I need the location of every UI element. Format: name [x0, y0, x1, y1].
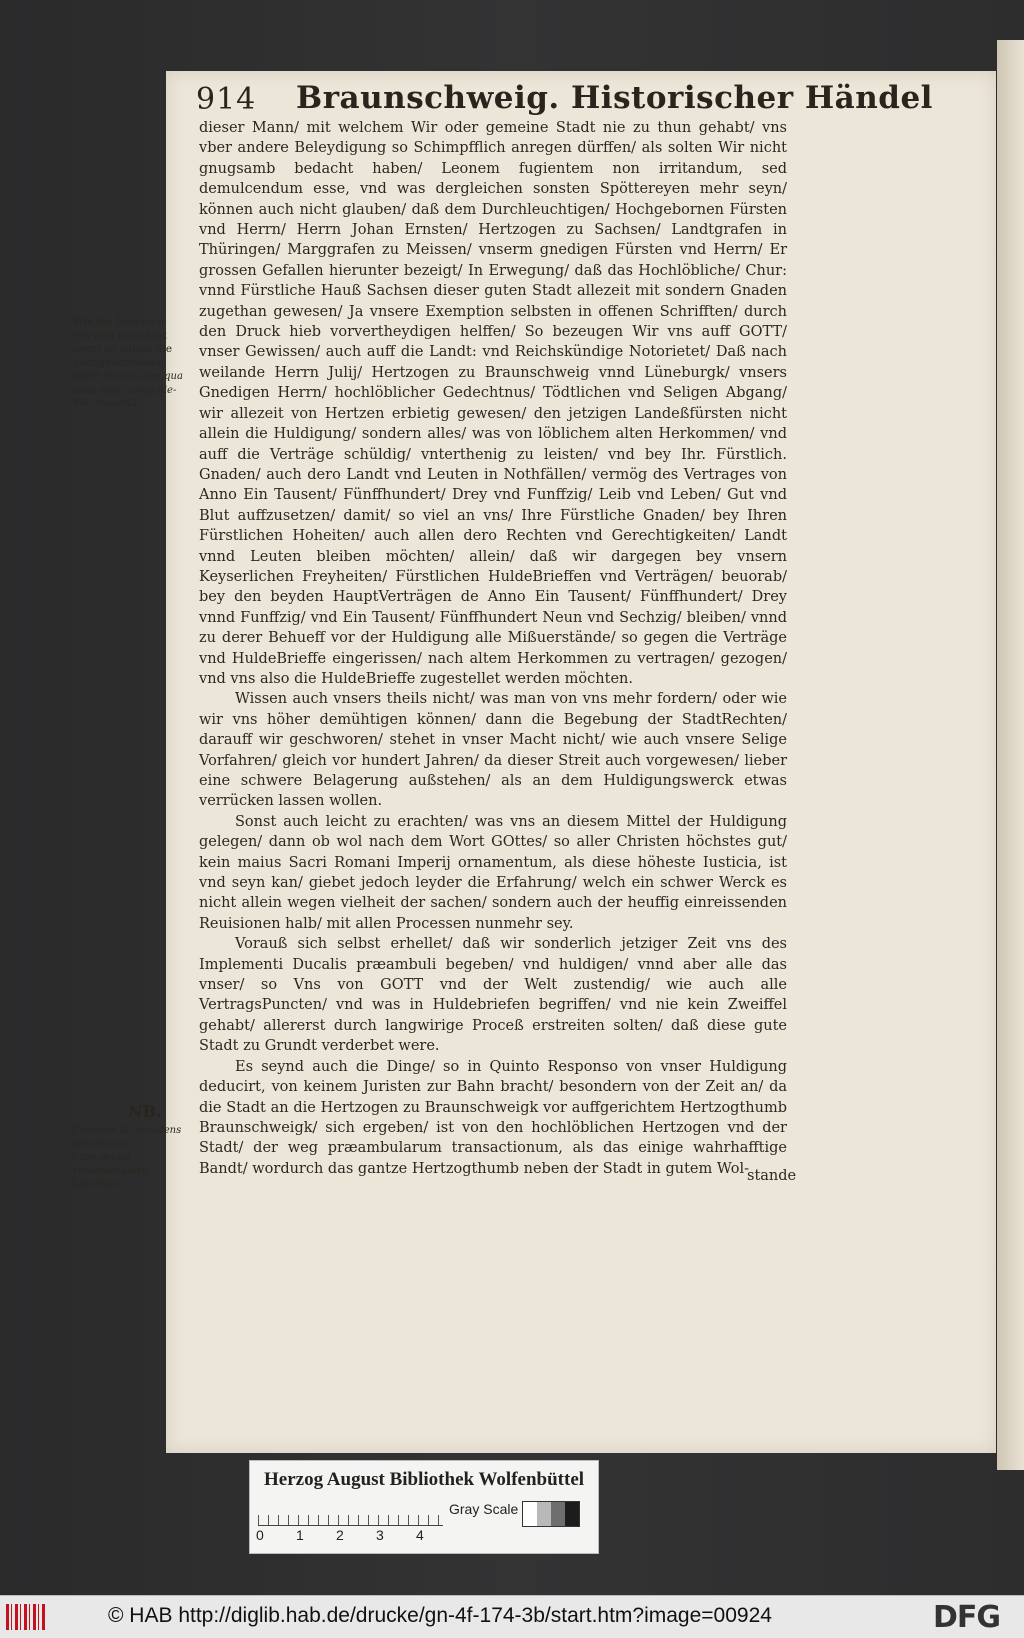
gray-swatch [523, 1502, 537, 1526]
ruler-number: 3 [376, 1527, 384, 1543]
library-label [249, 1460, 599, 1554]
ruler-number: 0 [256, 1527, 264, 1543]
margin-note-latin: Crassum & impudens Mendacium. [72, 1125, 182, 1150]
paragraph: Vorauß sich selbst erhellet/ daß wir sonderlich jetziger Zeit vns des Implementi Ducalis præambuli begeben/ vnd huldigen/ vnnd aber alle das vnser/ so Vns von GOTT vnd der Welt zustendig/ wie auch alle VertragsPuncten/ vnd was in Huldebriefen begriffen/ vnd nie kein Zweiffel gehabt/ allererst durch langwirige Proceß erstreiten solten/ daß diese gute Stadt zu Grundt verderbet were. [199, 936, 787, 1055]
paragraph: Wissen auch vnsers theils nicht/ was man von vns mehr fordern/ oder wie wir vns höher demühtigen können/ dann die Begebung der StadtRechten/ darauff wir geschworen/ stehet in vnser Macht nicht/ wie auch vnsere Selige Vorfahren/ gleich vor hundert Jahren/ da dieser Streit auch vorgewesen/ lieber eine schwere Belagerung außstehen/ als an dem Huldigungswerck etwas verrücken lassen wollen. [199, 691, 787, 810]
ruler-number: 4 [416, 1527, 424, 1543]
margin-note-princes [73, 316, 195, 411]
catchword: stande [747, 1168, 797, 1184]
gray-swatch [565, 1502, 579, 1526]
margin-note-latin: parte altera, cum qua ipsis male conuenie-bat, inaudita. [73, 371, 183, 409]
next-page-edge [997, 40, 1024, 1470]
body-text [199, 118, 787, 1179]
library-name: Herzog August Bibliothek Wolfenbüttel [264, 1469, 585, 1490]
page-number: 914 [196, 82, 257, 117]
margin-note-text: Eine grobe vnuerschämte Landlüge. [72, 1151, 148, 1190]
footer-link[interactable]: © HAB http://diglib.hab.de/drucke/gn-4f-174-3b/start.htm?image=00924 [108, 1604, 772, 1627]
dfg-logo: DFG [933, 1600, 1001, 1635]
paragraph: dieser Mann/ mit welchem Wir oder gemeine Stadt nie zu thun gehabt/ vns vber andere Beleydigung so Schimpfflich anregen dürffen/ als solten Wir nicht gnugsamb bedacht haben/ Leonem fugientem non irritandum, sed demulcendum esse, vnd was dergleichen sonsten Spöttereyen mehr seyn/ können auch nicht glauben/ daß dem Durchleuchtigen/ Hochgebornen Fürsten vnd Herrn/ Herrn Johan Ernsten/ Hertzogen zu Sachsen/ Landtgrafen in Thüringen/ Marggrafen zu Meissen/ vnserm gnedigen Fürsten vnd Herrn/ Er grossen Gefallen hierunter bezeigt/ In Erwegung/ daß das Hochlöbliche/ Chur: vnnd Fürstliche Hauß Sachsen dieser guten Stadt allezeit mit sondern Gnaden zugethan gewesen/ Ja vnsere Exemption selbsten in offenen Schrifften/ durch den Druck hieb vorvertheydigen helffen/ So bezeugen Wir vns auff GOTT/ vnser Gewissen/ auch auff die Landt: vnd Reichskündige Notorietet/ Daß nach weilande Herrn Julij/ Hertzogen zu Braunschweig vnnd Lüneburgk/ vnsers Gnedigen Herrn/ hochlöblicher Gedechtnus/ Tödtlichen vnd Seligen Abgang/ wir allezeit von Hertzen erbietig gewesen/ den jetzigen Landeßfürsten nicht allein die Huldigung/ sondern alles/ was von löblichem alten Herkommen/ vnd auff die Verträge schüldig/ vnterthenig zu leisten/ vnd bey Ihr. Fürstlich. Gnaden/ auch dero Landt vnd Leuten in Nothfällen/ vermög des Vertrages von Anno Ein Tausent/ Fünffhundert/ Drey vnd Funffzig/ Leib vnd Leben/ Gut vnd Blut auffzusetzen/ damit/ so viel an vns/ Ihre Fürstliche Gnaden/ bey Ihren Fürstlichen Hoheiten/ auch allen dero Rechten vnd Gerechtigkeiten/ Landt vnnd Leuten bleiben möchten/ allein/ daß wir dargegen bey vnsern Keyserlichen Freyheiten/ Fürstlichen HuldeBrieffen vnd Verträgen/ beuorab/ bey den beyden HauptVerträgen de Anno Ein Tausent/ Fünffhundert/ Drey vnnd Funffzig/ vnd Ein Tausent/ Fünffhundert Neun vnd Sechzig/ bleiben/ vnnd zu derer Behueff vor der Huldigung alle Mißuerstände/ so gegen die Verträge vnd HuldeBrieffe eingerissen/ nach altem Herkommen zu vertragen/ gezogen/ vnd vns also die HuldeBrieffe zugestellet werden möchten. [199, 120, 787, 687]
paragraph: Es seynd auch die Dinge/ so in Quinto Responso von vnser Huldigung deducirt, von keinem Juristen zur Bahn bracht/ besondern von der Zeit an/ da die Stadt an die Hertzogen zu Braunschweigk vor auffgerichtem Hertzogthumb Braunschweigk/ sich ergeben/ ist von den hochlöblichen Hertzogen vnd der Stadt/ der weg præambularum transactionum, als das einige wahrhafftige Bandt/ wordurch das gantze Hertzogthumb neben der Stadt in gutem Wol- [199, 1058, 787, 1177]
paragraph: Sonst auch leicht zu erachten/ was vns an diesem Mittel der Huldigung gelegen/ dann ob wol nach dem Wort GOttes/ so aller Christen höchstes gut/ kein maius Sacri Romani Imperij ornamentum, als diese höheste Iusticia, ist vnd seyn kan/ giebet jedoch leyder die Erfahrung/ welch ein schwer Werck es nicht allein wegen vielheit der sachen/ sondern auch der heuffig einreissenden Reuisionen halb/ mit allen Processen nunmehr sey. [199, 813, 787, 932]
running-title: Braunschweig. Historischer Händel [296, 80, 933, 116]
gray-swatch [537, 1502, 551, 1526]
page-header [196, 78, 933, 122]
gray-scale-label: Gray Scale [449, 1501, 519, 1517]
margin-note-lie [72, 1124, 197, 1192]
nota-bene-mark: NB. [128, 1102, 162, 1121]
gray-scale-swatches [522, 1501, 580, 1527]
ruler-scale [258, 1501, 443, 1526]
footer-bar [0, 1595, 1024, 1638]
ruler-number: 1 [296, 1527, 304, 1543]
gray-swatch [551, 1502, 565, 1526]
barcode-icon [6, 1604, 46, 1630]
ruler-number: 2 [336, 1527, 344, 1543]
margin-note-text: Wie die frommen Fürsten berichtet seyn/ so haben Sie nachgeschrieben [73, 316, 173, 369]
